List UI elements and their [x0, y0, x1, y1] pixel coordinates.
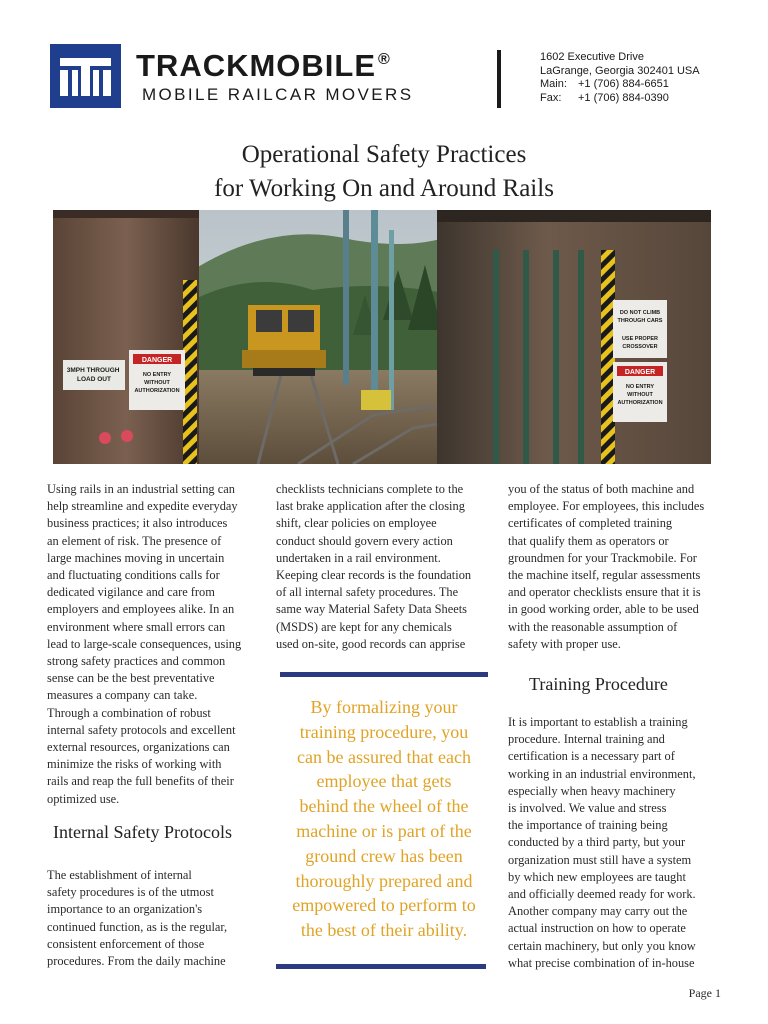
main-phone: +1 (706) 884-6651	[578, 78, 669, 90]
internal-safety-paragraph: The establishment of internal safety procedures is of the utmost importance to an organization's continued function, as is the regular, consistent enforcement of those procedures. From the daily machine	[47, 868, 228, 969]
fax-label: Fax:	[540, 91, 562, 104]
brand-name: TRACKMOBILE ®	[136, 48, 391, 83]
main-phone-line	[540, 78, 700, 92]
pull-quote-rule-top	[280, 672, 488, 677]
rail-yard-photo	[53, 210, 711, 464]
sign-danger-right-text: NO ENTRY WITHOUT AUTHORIZATION	[617, 384, 663, 406]
main-label: Main:	[540, 78, 567, 90]
document-title-line-2: for Working On and Around Rails	[214, 175, 554, 202]
records-paragraph: checklists technicians complete to the last brake application after the closing shift, clear policies on employee conduct should govern every action undertaken in a rail environment. Keeping clear records is the foundation of all internal safety procedures. The same way Material Safety Data Sheets (MSDS) are kept for any chemicals used on-site, good records can apprise	[276, 482, 472, 651]
trackmobile-logo-icon	[50, 44, 121, 108]
sign-danger-left-label: DANGER	[141, 357, 173, 364]
document-title-line-1: Operational Safety Practices	[241, 141, 527, 168]
sign-danger-right-label: DANGER	[624, 369, 656, 376]
column-2	[276, 481, 494, 653]
sign-no-climb: DO NOT CLIMB THROUGH CARS	[617, 310, 663, 324]
training-paragraph: It is important to establish a training procedure. Internal training and certification is a necessary part of working in an industrial environment, especially when heavy machinery is involved. We value and stress the importance of training being conducted by a third party, but your organization must still have a system by which new employees are taught and officially deemed ready for work. Another company may carry out the actual instruction on how to operate certain machinery, but only you know what precise combination of in-house	[508, 715, 696, 970]
heading-internal-safety-protocols: Internal Safety Protocols	[53, 822, 232, 842]
intro-paragraph: Using rails in an industrial setting can help streamline and expedite everyday business practices; it also introduces an element of risk. The presence of large machines moving in uncertain and fluctuating conditions calls for dedicated vigilance and care from employers and employees alike. In an environment where small errors can lead to large-scale consequences, using strong safety practices and common sense can be the best preventative measures a company can take. Through a combination of robust internal safety protocols and excellent external resources, organizations can minimize the risks of working with rails and reap the full benefits of their optimized use.	[47, 482, 242, 806]
sign-speed-line-2: LOAD OUT	[77, 376, 111, 383]
registered-mark: ®	[378, 51, 391, 68]
fax-line	[540, 92, 700, 106]
pull-quote: By formalizing your training procedure, you can be assured that each employee that gets behind the wheel of the machine or is part of the ground crew has been thoroughly prepared and empowered to perform to the best of their ability.	[292, 697, 476, 941]
column-3	[508, 481, 726, 653]
page-number: Page 1	[688, 986, 721, 1000]
address-city: LaGrange, Georgia 302401 USA	[540, 64, 700, 77]
sign-crossover: USE PROPER CROSSOVER	[621, 336, 659, 350]
company-address	[540, 51, 700, 105]
pull-quote-rule-bottom	[276, 964, 486, 969]
fax-phone: +1 (706) 884-0390	[578, 91, 669, 104]
sign-speed-line-1: 3MPH THROUGH	[66, 367, 120, 374]
status-paragraph: you of the status of both machine and employee. For employees, this includes certificates of completed training that qualify them as operators or groundmen for your Trackmobile. For the machine itself, regular assessments and operator checklists ensure that it is in good working order, able to be used with the reasonable assumption of safety with proper use.	[508, 482, 705, 651]
heading-training-procedure: Training Procedure	[529, 674, 668, 694]
brand-tagline: MOBILE RAILCAR MOVERS	[142, 85, 414, 104]
column-1	[47, 481, 262, 808]
column-1-lower	[47, 867, 262, 970]
address-street: 1602 Executive Drive	[540, 51, 644, 63]
header-divider	[497, 50, 501, 108]
sign-danger-left-text: NO ENTRY WITHOUT AUTHORIZATION	[134, 372, 180, 394]
column-3-lower	[508, 714, 726, 972]
